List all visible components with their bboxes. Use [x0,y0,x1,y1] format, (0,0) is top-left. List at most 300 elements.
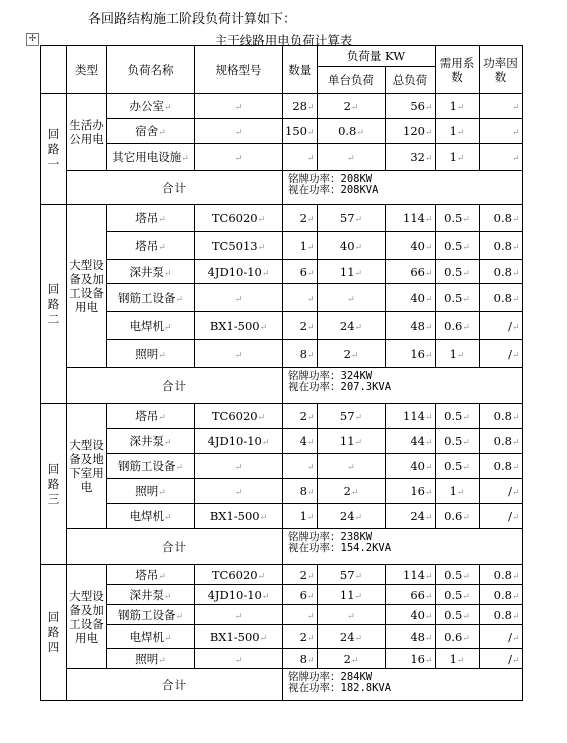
table-row [41,404,523,429]
rated-power: 铭牌功率：238KW [288,531,373,543]
total-load [385,605,435,625]
paragraph-mark-icon: ↵ [354,268,363,279]
paragraph-mark-icon: ↵ [424,591,433,602]
paragraph-mark-icon: ↵ [511,215,520,225]
paragraph-mark-icon: ↵ [163,633,172,644]
demand-factor-text: 0.6 [444,509,463,523]
unit-load [317,454,385,479]
spec-model [195,404,283,429]
spec-model-text: 4JD10-10 [207,434,262,448]
rated-power: 铭牌功率：208KW [288,173,373,185]
total-load-text: 40 [410,238,425,253]
power-factor-text: 0.8 [493,587,512,602]
total-load-text: 40 [410,607,425,622]
load-name-text: 钢筋工设备 [117,290,176,305]
paragraph-mark-icon: ↵ [158,350,166,361]
paragraph-mark-icon: ↵ [424,103,433,113]
total-load [385,585,435,605]
power-factor-text: 0.8 [493,567,512,582]
quantity [283,144,318,171]
paragraph-mark-icon: ↵ [163,591,172,602]
unit-load-text: 2 [343,651,351,666]
quantity-text: 2 [299,318,307,333]
paragraph-mark-icon: ↵ [424,463,433,473]
spec-model [195,605,283,625]
unit-load [317,565,385,585]
demand-factor-text: 0.6 [444,318,463,333]
paragraph-mark-icon: ↵ [257,571,266,582]
power-factor-text: 0.8 [493,290,512,305]
demand-factor-text: 1 [449,484,457,498]
demand-factor-text: 1 [449,150,457,164]
paragraph-mark-icon: ↵ [234,463,243,473]
spec-model [195,429,283,454]
total-load [385,260,435,284]
demand-factor-text: 1 [449,99,457,113]
paragraph-mark-icon: ↵ [511,268,520,279]
unit-load [317,312,385,340]
paragraph-mark-icon: ↵ [261,438,270,448]
paragraph-mark-icon: ↵ [354,322,363,333]
circuit-label: 回 路 四 [41,565,67,701]
demand-factor [435,232,479,260]
load-name-text: 照明 [135,346,159,361]
table-row [41,144,523,171]
spec-model-text: TC5013 [211,238,258,253]
quantity [283,404,318,429]
unit-load-text: 40 [339,238,355,253]
spec-model-text: TC6020 [211,409,258,423]
paragraph-mark-icon: ↵ [261,268,270,279]
sum-row [41,368,523,404]
total-load-text: 40 [410,290,425,305]
load-name [107,284,195,312]
paragraph-mark-icon: ↵ [462,591,470,602]
paragraph-mark-icon: ↵ [234,655,243,666]
quantity [283,340,318,368]
paragraph-mark-icon: ↵ [462,463,470,473]
paragraph-mark-icon: ↵ [356,128,364,138]
paragraph-mark-icon: ↵ [234,154,243,164]
rated-power: 铭牌功率：324KW [288,370,373,382]
table-row [41,429,523,454]
demand-factor [435,649,479,669]
quantity [283,585,318,605]
unit-load-text: 24 [339,318,355,333]
apparent-power: 视在功率：182.8KVA [288,682,392,694]
power-factor-text: / [508,509,512,523]
total-load-text: 114 [403,409,425,423]
paragraph-mark-icon: ↵ [424,488,433,498]
demand-factor-text: 0.5 [444,459,463,473]
power-factor [479,649,522,669]
paragraph-mark-icon: ↵ [424,268,433,279]
paragraph-mark-icon: ↵ [158,413,166,423]
apparent-power: 视在功率：207.3KVA [288,381,392,393]
demand-factor-text: 1 [449,651,457,666]
paragraph-mark-icon: ↵ [306,294,315,305]
power-factor-text: 0.8 [493,264,512,279]
paragraph-mark-icon: ↵ [424,322,433,333]
demand-factor-text: 0.5 [444,434,463,448]
rated-power: 铭牌功率：284KW [288,671,373,683]
demand-factor-text: 0.6 [444,629,463,644]
paragraph-mark-icon: ↵ [347,154,355,164]
total-load [385,144,435,171]
power-factor [479,232,522,260]
demand-factor-text: 1 [449,346,457,361]
unit-load-text: 24 [339,629,355,644]
intro-text: 各回路结构施工阶段负荷计算如下： [88,12,297,27]
demand-factor [435,205,479,232]
paragraph-mark-icon: ↵ [424,242,433,253]
quantity-text: 150 [285,124,307,138]
circuit-type: 大型设备及地下室用电 [67,404,107,529]
paragraph-mark-icon: ↵ [306,268,315,279]
paragraph-mark-icon: ↵ [462,513,470,523]
circuit-label: 回 路 三 [41,404,67,565]
sum-value [283,171,523,205]
power-factor [479,144,522,171]
spec-model-text: 4JD10-10 [207,587,262,602]
total-load [385,454,435,479]
paragraph-mark-icon: ↵ [354,633,363,644]
load-name [107,454,195,479]
apparent-power: 视在功率：208KVA [288,184,379,196]
unit-load [317,94,385,119]
power-factor-text: / [508,651,512,666]
demand-factor [435,504,479,529]
spec-model [195,479,283,504]
paragraph-mark-icon: ↵ [306,591,315,602]
sum-value [283,669,523,701]
paragraph-mark-icon: ↵ [424,571,433,582]
paragraph-mark-icon: ↵ [511,571,520,582]
sum-label: 合计 [67,669,283,701]
quantity-text: 1 [299,238,307,253]
paragraph-mark-icon: ↵ [462,633,470,644]
power-factor [479,94,522,119]
table-row [41,340,523,368]
load-name-text: 电焊机 [129,509,164,523]
paragraph-mark-icon: ↵ [511,242,520,253]
load-name-text: 塔吊 [135,211,159,225]
sum-value [283,368,523,404]
table-row [41,312,523,340]
demand-factor [435,454,479,479]
paragraph-mark-icon: ↵ [456,128,465,138]
load-name-text: 塔吊 [135,238,159,253]
header-qty: 数量 [283,46,318,94]
paragraph-mark-icon: ↵ [306,438,315,448]
paragraph-mark-icon: ↵ [259,322,268,333]
power-factor [479,454,522,479]
paragraph-mark-icon: ↵ [462,413,470,423]
quantity-text: 2 [299,567,307,582]
paragraph-mark-icon: ↵ [424,294,433,305]
demand-factor [435,260,479,284]
circuit-type: 大型设备及加工设备用电 [67,205,107,368]
load-name-text: 其它用电设施 [112,150,182,164]
paragraph-mark-icon: ↵ [350,103,359,113]
table-row [41,625,523,649]
paragraph-mark-icon: ↵ [511,128,520,138]
spec-model-text: TC6020 [211,567,258,582]
paragraph-mark-icon: ↵ [257,242,266,253]
power-factor [479,585,522,605]
paragraph-mark-icon: ↵ [257,215,266,225]
unit-load [317,605,385,625]
quantity [283,94,318,119]
paragraph-mark-icon: ↵ [306,611,315,622]
load-name [107,649,195,669]
power-factor-text: 0.8 [493,409,512,423]
total-load-text: 48 [410,629,425,644]
unit-load [317,144,385,171]
load-name-text: 深井泵 [129,587,164,602]
paragraph-mark-icon: ↵ [511,655,520,666]
quantity-text: 2 [299,409,307,423]
power-factor-text: / [508,318,512,333]
header-type: 类型 [67,46,107,94]
quantity [283,565,318,585]
unit-load [317,429,385,454]
spec-model [195,144,283,171]
power-factor [479,260,522,284]
paragraph-mark-icon: ↵ [456,103,465,113]
quantity-text: 8 [299,651,307,666]
sum-row [41,669,523,701]
paragraph-mark-icon: ↵ [347,611,355,622]
power-factor [479,479,522,504]
load-name [107,205,195,232]
paragraph-mark-icon: ↵ [354,571,363,582]
demand-factor [435,404,479,429]
paragraph-mark-icon: ↵ [306,513,315,523]
header-spec: 规格型号 [195,46,283,94]
demand-factor [435,585,479,605]
paragraph-mark-icon: ↵ [158,488,166,498]
demand-factor [435,144,479,171]
load-name [107,260,195,284]
power-factor [479,429,522,454]
paragraph-mark-icon: ↵ [354,215,363,225]
unit-load-text: 57 [339,567,355,582]
table-move-handle-icon[interactable]: ✢ [26,33,39,46]
paragraph-mark-icon: ↵ [511,350,520,361]
power-factor [479,605,522,625]
paragraph-mark-icon: ↵ [354,242,363,253]
power-factor-text: 0.8 [493,238,512,253]
table-row [41,454,523,479]
paragraph-mark-icon: ↵ [462,611,470,622]
quantity-text: 6 [299,264,307,279]
paragraph-mark-icon: ↵ [350,655,359,666]
paragraph-mark-icon: ↵ [158,128,166,138]
quantity-text: 28 [292,99,307,113]
table-row [41,94,523,119]
paragraph-mark-icon: ↵ [456,154,465,164]
paragraph-mark-icon: ↵ [462,438,470,448]
paragraph-mark-icon: ↵ [511,322,520,333]
unit-load [317,119,385,144]
table-row [41,260,523,284]
paragraph-mark-icon: ↵ [261,591,270,602]
total-load-text: 120 [403,124,425,138]
quantity-text: 8 [299,346,307,361]
load-name-text: 电焊机 [129,318,164,333]
spec-model [195,94,283,119]
unit-load-text: 11 [339,587,355,602]
table-row [41,205,523,232]
paragraph-mark-icon: ↵ [462,322,470,333]
paragraph-mark-icon: ↵ [163,103,172,113]
paragraph-mark-icon: ↵ [424,350,433,361]
quantity [283,479,318,504]
spec-model [195,312,283,340]
paragraph-mark-icon: ↵ [306,488,315,498]
spec-model [195,232,283,260]
paragraph-mark-icon: ↵ [354,513,363,523]
power-factor [479,205,522,232]
unit-load-text: 57 [339,409,355,423]
demand-factor [435,429,479,454]
table-title: 主干线路用电负荷计算表 [214,33,353,48]
unit-load [317,340,385,368]
total-load [385,565,435,585]
spec-model-text: 4JD10-10 [207,264,262,279]
paragraph-mark-icon: ↵ [306,350,315,361]
unit-load-text: 11 [339,434,355,448]
load-name-text: 照明 [135,651,159,666]
spec-model [195,260,283,284]
paragraph-mark-icon: ↵ [511,591,520,602]
paragraph-mark-icon: ↵ [306,571,315,582]
load-name [107,232,195,260]
unit-load [317,649,385,669]
paragraph-mark-icon: ↵ [462,215,470,225]
unit-load [317,404,385,429]
quantity-text: 6 [299,587,307,602]
paragraph-mark-icon: ↵ [306,633,315,644]
spec-model [195,565,283,585]
paragraph-mark-icon: ↵ [511,611,520,622]
power-factor-text: / [508,629,512,644]
total-load [385,205,435,232]
demand-factor-text: 0.5 [444,607,463,622]
paragraph-mark-icon: ↵ [511,633,520,644]
power-factor [479,312,522,340]
paragraph-mark-icon: ↵ [181,154,189,164]
paragraph-mark-icon: ↵ [424,513,433,523]
unit-load-text: 24 [339,509,355,523]
spec-model [195,284,283,312]
paragraph-mark-icon: ↵ [175,611,184,622]
demand-factor [435,479,479,504]
paragraph-mark-icon: ↵ [511,463,520,473]
demand-factor [435,94,479,119]
paragraph-mark-icon: ↵ [511,154,520,164]
paragraph-mark-icon: ↵ [234,350,243,361]
load-name [107,585,195,605]
paragraph-mark-icon: ↵ [234,294,243,305]
load-name [107,429,195,454]
load-name-text: 电焊机 [129,629,164,644]
circuit-label: 回 路 二 [41,205,67,404]
total-load [385,625,435,649]
load-name [107,312,195,340]
demand-factor-text: 1 [449,124,457,138]
quantity-text: 8 [299,484,307,498]
load-name [107,94,195,119]
paragraph-mark-icon: ↵ [306,128,315,138]
paragraph-mark-icon: ↵ [234,488,243,498]
header-power-factor: 功率因数 [479,46,522,94]
total-load [385,312,435,340]
paragraph-mark-icon: ↵ [424,128,433,138]
spec-model-text: TC6020 [211,211,258,225]
circuit-type: 大型设备及加工设备用电 [67,565,107,669]
paragraph-mark-icon: ↵ [456,655,465,666]
power-factor [479,404,522,429]
paragraph-mark-icon: ↵ [354,438,363,448]
power-factor [479,565,522,585]
paragraph-mark-icon: ↵ [511,294,520,305]
load-name [107,144,195,171]
apparent-power: 视在功率：154.2KVA [288,542,392,554]
paragraph-mark-icon: ↵ [462,571,470,582]
header-total-load: 总负荷 [385,67,435,94]
demand-factor [435,605,479,625]
header-demand: 需用系数 [435,46,479,94]
total-load-text: 16 [410,346,425,361]
demand-factor-text: 0.5 [444,587,463,602]
total-load-text: 16 [410,484,425,498]
paragraph-mark-icon: ↵ [306,413,315,423]
total-load-text: 66 [410,264,425,279]
header-name: 负荷名称 [107,46,195,94]
unit-load [317,625,385,649]
quantity [283,205,318,232]
unit-load [317,504,385,529]
paragraph-mark-icon: ↵ [511,413,520,423]
power-factor-text: / [508,346,512,361]
sum-label: 合计 [67,368,283,404]
paragraph-mark-icon: ↵ [350,488,359,498]
quantity [283,605,318,625]
paragraph-mark-icon: ↵ [347,294,355,305]
table-row [41,284,523,312]
power-factor [479,504,522,529]
demand-factor [435,284,479,312]
paragraph-mark-icon: ↵ [306,322,315,333]
quantity [283,625,318,649]
table-row [41,232,523,260]
quantity-text: 4 [299,434,307,448]
quantity [283,119,318,144]
total-load-text: 24 [410,509,425,523]
load-name [107,404,195,429]
total-load-text: 114 [403,211,425,225]
load-name-text: 塔吊 [135,409,159,423]
power-factor [479,119,522,144]
paragraph-mark-icon: ↵ [424,438,433,448]
unit-load [317,260,385,284]
load-name-text: 塔吊 [135,567,159,582]
spec-model [195,504,283,529]
total-load-text: 48 [410,318,425,333]
paragraph-mark-icon: ↵ [306,655,315,666]
